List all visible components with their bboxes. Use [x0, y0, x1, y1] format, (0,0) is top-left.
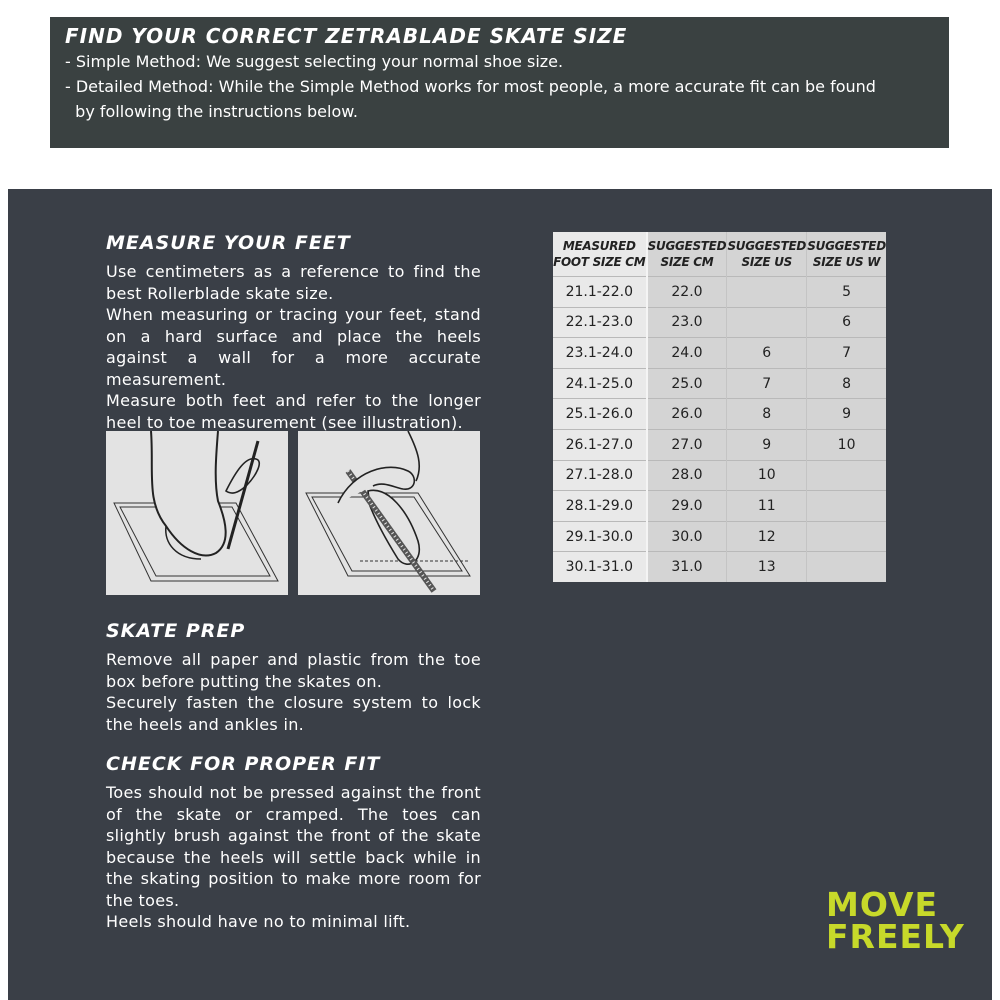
table-cell	[727, 277, 807, 308]
table-cell: 22.1-23.0	[553, 307, 647, 338]
table-cell: 11	[727, 491, 807, 522]
table-cell: 23.0	[647, 307, 727, 338]
table-row	[553, 521, 886, 552]
table-cell	[727, 307, 807, 338]
proper-fit-title: CHECK FOR PROPER FIT	[106, 753, 381, 775]
measure-section	[106, 231, 481, 433]
table-cell: 6	[727, 338, 807, 369]
logo-line-2: FREELY	[826, 917, 965, 956]
table-row	[553, 552, 886, 582]
measuring-foot-illustration	[298, 431, 480, 595]
table-cell: 21.1-22.0	[553, 277, 647, 308]
table-cell: 8	[727, 399, 807, 430]
table-cell: 7	[727, 368, 807, 399]
measure-paragraph-2: When measuring or tracing your feet, stand on a hard surface and place the heels against a wall for a more accurate measurement.	[106, 305, 481, 389]
proper-fit-paragraph-1: Toes should not be pressed against the front of the skate or cramped. The toes can slightly brush against the front of the skate because the heels will settle back while in the skating position to make more room for the toes.	[106, 783, 481, 910]
table-cell: 29.1-30.0	[553, 521, 647, 552]
table-cell: 7	[807, 338, 886, 369]
table-row	[553, 307, 886, 338]
table-cell: 29.0	[647, 491, 727, 522]
table-cell: 25.0	[647, 368, 727, 399]
table-cell: 10	[727, 460, 807, 491]
table-cell: 28.0	[647, 460, 727, 491]
table-cell	[807, 552, 886, 582]
measure-title: MEASURE YOUR FEET	[106, 232, 351, 254]
table-cell	[807, 521, 886, 552]
simple-method-text: - Simple Method: We suggest selecting your normal shoe size.	[65, 52, 564, 71]
size-guide-panel	[8, 189, 992, 1000]
table-cell: 5	[807, 277, 886, 308]
header-banner	[50, 17, 949, 148]
table-cell: 12	[727, 521, 807, 552]
header-suggested-size-us	[727, 232, 807, 277]
tracing-foot-drawing	[106, 431, 288, 595]
measure-paragraph-1: Use centimeters as a reference to find the best Rollerblade skate size.	[106, 262, 481, 303]
move-freely-logo	[826, 885, 965, 956]
table-row	[553, 399, 886, 430]
header-line: SUGGESTED	[647, 239, 727, 253]
header-line: SUGGESTED	[807, 239, 886, 253]
table-cell: 31.0	[647, 552, 727, 582]
measuring-foot-drawing	[298, 431, 480, 595]
proper-fit-paragraph-2: Heels should have no to minimal lift.	[106, 912, 411, 931]
table-cell: 24.1-25.0	[553, 368, 647, 399]
table-row	[553, 491, 886, 522]
measure-paragraph-3: Measure both feet and refer to the longer heel to toe measurement (see illustration).	[106, 391, 481, 432]
header-line: SUGGESTED	[727, 239, 807, 253]
header-suggested-size-cm	[647, 232, 727, 277]
table-row	[553, 460, 886, 491]
size-chart-table	[553, 232, 886, 582]
table-cell: 26.0	[647, 399, 727, 430]
header-measured-foot-size	[553, 232, 647, 277]
table-cell: 9	[727, 429, 807, 460]
tracing-foot-illustration	[106, 431, 288, 595]
header-line: SIZE US	[741, 255, 792, 269]
table-row	[553, 338, 886, 369]
table-cell: 8	[807, 368, 886, 399]
page-title: FIND YOUR CORRECT ZETRABLADE SKATE SIZE	[65, 24, 628, 48]
skate-prep-section	[106, 619, 481, 735]
skate-prep-paragraph-1: Remove all paper and plastic from the toe box before putting the skates on.	[106, 650, 481, 691]
header-line: SIZE CM	[660, 255, 714, 269]
table-cell: 9	[807, 399, 886, 430]
detailed-method-text-cont: by following the instructions below.	[65, 102, 358, 121]
header-line: FOOT SIZE CM	[553, 255, 646, 269]
table-cell: 22.0	[647, 277, 727, 308]
table-cell: 26.1-27.0	[553, 429, 647, 460]
table-cell: 27.0	[647, 429, 727, 460]
table-row	[553, 429, 886, 460]
table-cell	[807, 460, 886, 491]
table-cell: 27.1-28.0	[553, 460, 647, 491]
proper-fit-section	[106, 752, 481, 933]
table-cell: 24.0	[647, 338, 727, 369]
skate-prep-paragraph-2: Securely fasten the closure system to lock the heels and ankles in.	[106, 693, 481, 734]
table-row	[553, 368, 886, 399]
table-cell: 25.1-26.0	[553, 399, 647, 430]
table-cell: 30.0	[647, 521, 727, 552]
detailed-method-text: - Detailed Method: While the Simple Method works for most people, a more accurate fit can be found	[65, 77, 876, 96]
table-cell: 10	[807, 429, 886, 460]
size-chart-header-row	[553, 232, 886, 277]
header-line: MEASURED	[562, 239, 636, 253]
table-cell: 23.1-24.0	[553, 338, 647, 369]
table-cell	[807, 491, 886, 522]
header-suggested-size-us-w	[807, 232, 886, 277]
table-cell: 13	[727, 552, 807, 582]
skate-prep-title: SKATE PREP	[106, 620, 246, 642]
table-cell: 30.1-31.0	[553, 552, 647, 582]
header-line: SIZE US W	[812, 255, 881, 269]
logo-line-1: MOVE	[826, 885, 939, 924]
table-row	[553, 277, 886, 308]
table-cell: 28.1-29.0	[553, 491, 647, 522]
table-cell: 6	[807, 307, 886, 338]
